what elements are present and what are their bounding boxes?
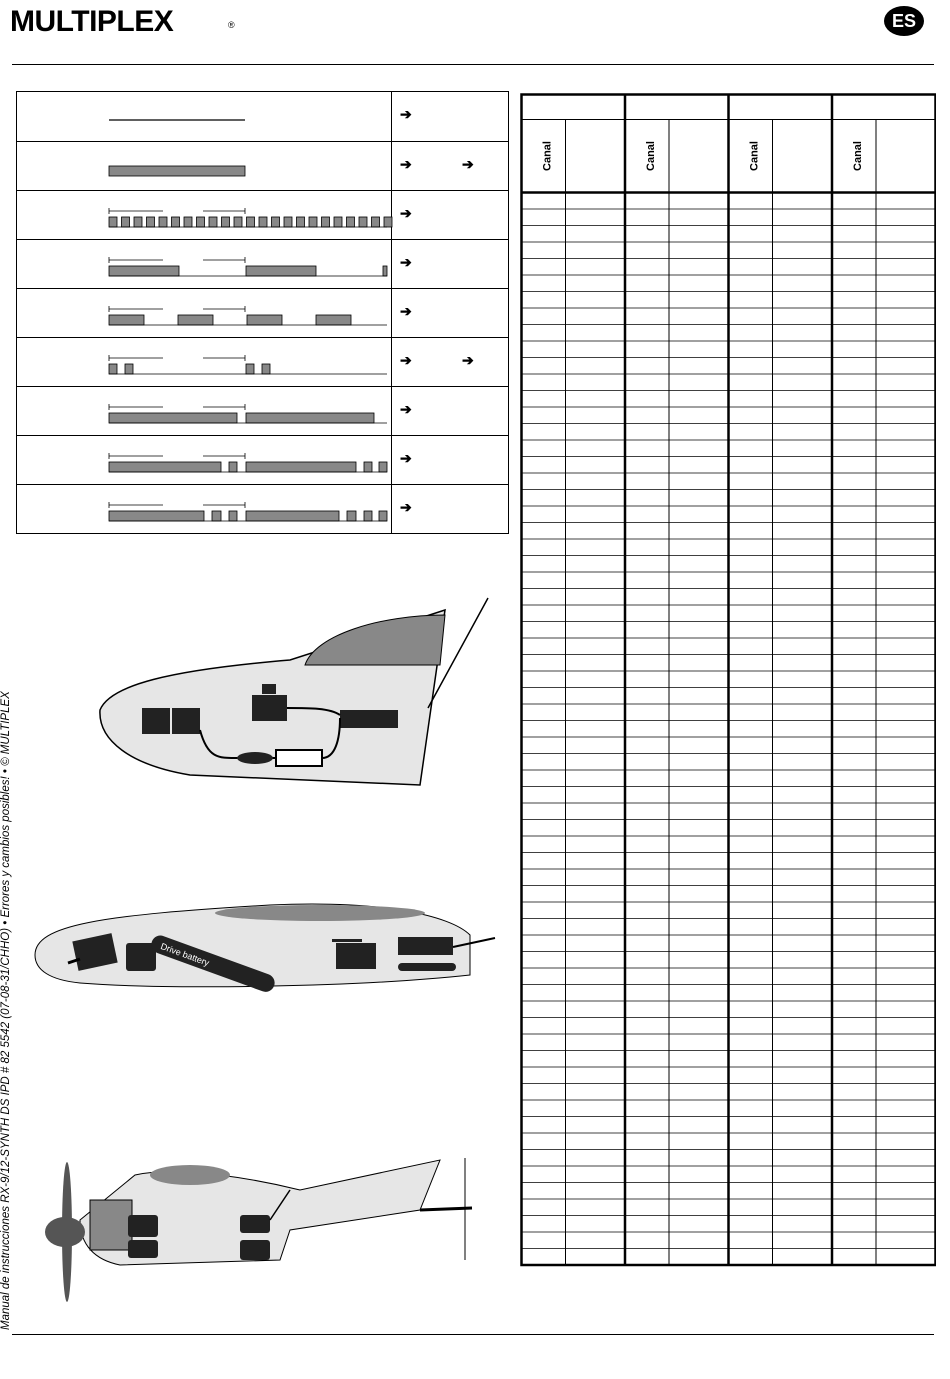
header-rule (12, 64, 934, 65)
glider-fuselage-illustration (90, 590, 500, 790)
drive-battery-label: Drive battery (159, 941, 211, 968)
signal-row (17, 288, 508, 338)
arrow-icon: ➔ (400, 254, 412, 270)
arrow-icon: ➔ (400, 401, 412, 417)
arrow-icon: ➔ (462, 352, 474, 368)
language-badge: ES (884, 6, 924, 36)
registered-mark: ® (228, 20, 235, 30)
receiver-battery-icon (128, 1215, 158, 1237)
side-caption: Manual de instrucciones RX-9/12-SYNTH DS IPD # 82 5542 (07-08-31/CHHO) • Errores y cambios posibles! • © MULTIPLEX (0, 691, 12, 1330)
switch-harness-icon (237, 752, 273, 764)
signal-waveform (105, 197, 395, 237)
signal-row (17, 337, 508, 387)
signal-waveform (105, 393, 395, 433)
arrow-icon: ➔ (400, 156, 412, 172)
glow-engine-model-illustration (40, 1150, 490, 1310)
signal-waveform (105, 295, 395, 335)
servo-icon (336, 943, 376, 969)
canal-header-label: Canal (851, 141, 864, 171)
servo-icon (240, 1215, 270, 1233)
canal-header-label: Canal (541, 141, 554, 171)
arrow-icon: ➔ (400, 205, 412, 221)
canal-header-label: Canal (748, 141, 761, 171)
signal-waveform (105, 98, 395, 138)
arrow-icon: ➔ (400, 106, 412, 122)
footer-rule (12, 1334, 934, 1335)
arrow-icon: ➔ (400, 303, 412, 319)
servo-icon (252, 695, 287, 721)
multiplex-logo (10, 2, 235, 42)
signal-row (17, 435, 508, 485)
signal-row (17, 92, 508, 141)
battery-icon (142, 708, 170, 734)
arrow-icon: ➔ (400, 499, 412, 515)
arrow-icon: ➔ (400, 450, 412, 466)
controller-icon (126, 943, 156, 971)
signal-row (17, 141, 508, 191)
logo-text: MULTIPLEX (10, 5, 174, 38)
signal-waveform (105, 148, 395, 188)
signal-row (17, 239, 508, 289)
arrow-icon: ➔ (462, 156, 474, 172)
led-signal-table (16, 91, 509, 534)
channel-assignment-table (520, 93, 936, 1283)
canal-header-label: Canal (644, 141, 657, 171)
signal-waveform (105, 491, 395, 531)
receiver-icon (340, 710, 398, 728)
electric-model-illustration (30, 895, 500, 995)
signal-row (17, 484, 508, 534)
signal-waveform (105, 442, 395, 482)
engine-icon (90, 1200, 132, 1250)
switch-icon (276, 750, 322, 766)
arrow-icon: ➔ (400, 352, 412, 368)
receiver-icon (398, 937, 453, 955)
signal-waveform (105, 344, 395, 384)
signal-row (17, 190, 508, 240)
signal-row (17, 386, 508, 436)
signal-waveform (105, 246, 395, 286)
